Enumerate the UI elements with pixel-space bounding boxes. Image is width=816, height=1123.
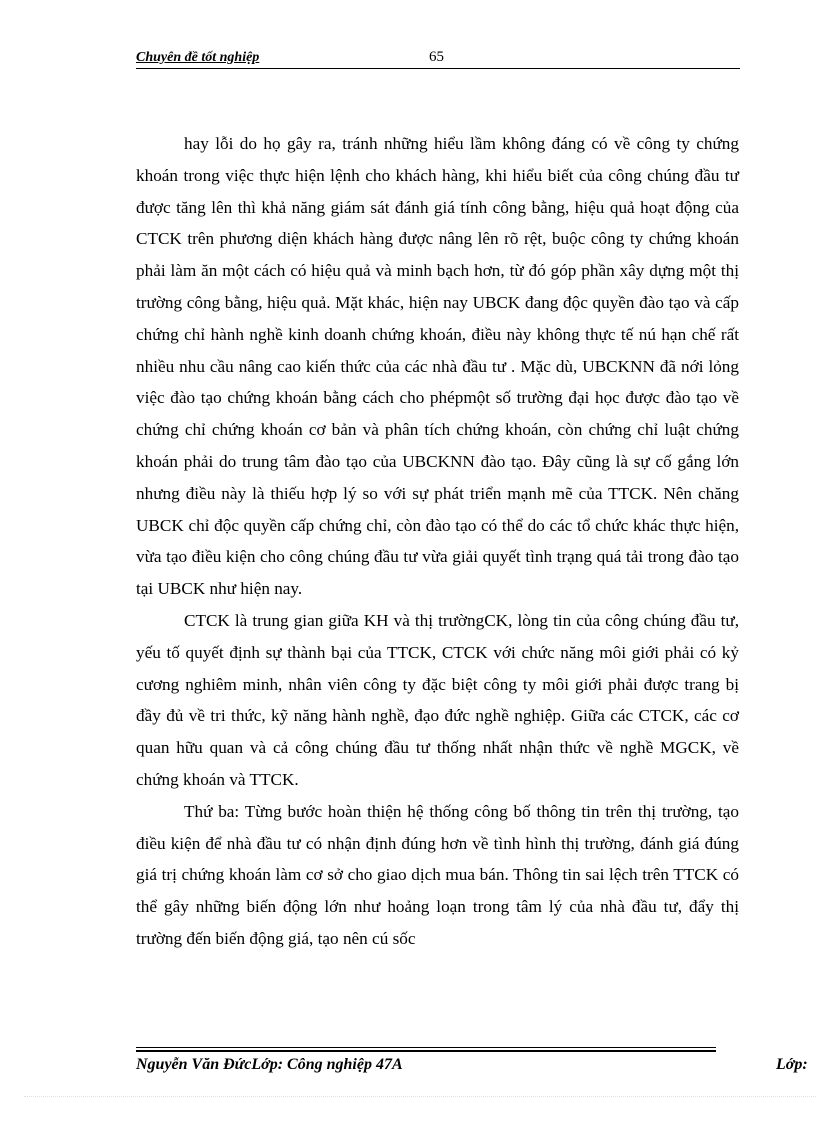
paragraph-3: Thứ ba: Từng bước hoàn thiện hệ thống công bố thông tin trên thị trường, tạo điều kiện để nhà đầu tư có nhận định đúng hơn về tình hình thị trường, đánh giá đúng giá trị chứng khoán làm cơ sở cho giao dịch mua bán. Thông tin sai lệch trên TTCK có thể gây những biến động lớn như hoảng loạn trong tâm lý của nhà đầu tư, đẩy thị trường đến biến động giá, tạo nên cú sốc bbox=[136, 801, 739, 948]
paragraph-1: hay lỗi do họ gây ra, tránh những hiểu lầm không đáng có về công ty chứng khoán trong việc thực hiện lệnh cho khách hàng, khi hiểu biết của công chúng đầu tư được tăng lên thì khả năng giám sát đánh giá tính công bằng, hiệu quả hoạt động của CTCK trên phương diện khách hàng được nâng lên rõ rệt, buộc công ty chứng khoán phải làm ăn một cách có hiệu quả và minh bạch hơn, từ đó góp phần xây dựng một thị trường công bằng, hiệu quả. Mặt khác, hiện nay UBCK đang độc quyền đào tạo và cấp chứng chỉ hành nghề kinh doanh chứng khoán, điều này không thực tế nú hạn chế rất nhiều nhu cầu nâng cao kiến thức của các nhà đầu tư . Mặc dù, UBCKNN đã nới lỏng việc đào tạo chứng khoán bằng cách cho phépmột số trường đại học được đào tạo về chứng chỉ chứng khoán cơ bản và phân tích chứng khoán, còn chứng chỉ luật chứng khoán phải do trung tâm đào tạo của UBCKNN đào tạo. Đây cũng là sự cố gắng lớn nhưng điều này là thiếu hợp lý so với sự phát triển mạnh mẽ của TTCK. Nên chăng UBCK chỉ độc quyền cấp chứng chỉ, còn đào tạo có thể do các tổ chức khác thực hiện, vừa tạo điều kiện cho công chúng đầu tư vừa giải quyết tình trạng quá tải trong đào tạo tại UBCK như hiện nay. bbox=[136, 134, 739, 599]
header-title: Chuyên đề tốt nghiệp bbox=[136, 50, 260, 65]
body-text bbox=[136, 128, 739, 955]
page-header bbox=[136, 48, 740, 69]
page-bottom-divider bbox=[24, 1096, 816, 1097]
footer-class-label: Lớp: bbox=[776, 1056, 808, 1073]
footer-rule-thick bbox=[136, 1050, 716, 1052]
paragraph-2: CTCK là trung gian giữa KH và thị trườngCK, lòng tin của công chúng đầu tư, yếu tố quyết định sự thành bại của TTCK, CTCK với chức năng môi giới phải có kỷ cương nghiêm minh, nhân viên công ty đặc biệt công ty môi giới phải được trang bị đầy đủ về tri thức, kỹ năng hành nghề, đạo đức nghề nghiệp. Giữa các CTCK, các cơ quan hữu quan và cả công chúng đầu tư thống nhất nhận thức về nghề MGCK, về chứng khoán và TTCK. bbox=[136, 610, 739, 789]
page-number: 65 bbox=[429, 49, 444, 65]
footer-rule-thin bbox=[136, 1047, 716, 1048]
footer-author-class: Nguyễn Văn ĐứcLớp: Công nghiệp 47A bbox=[136, 1056, 403, 1073]
